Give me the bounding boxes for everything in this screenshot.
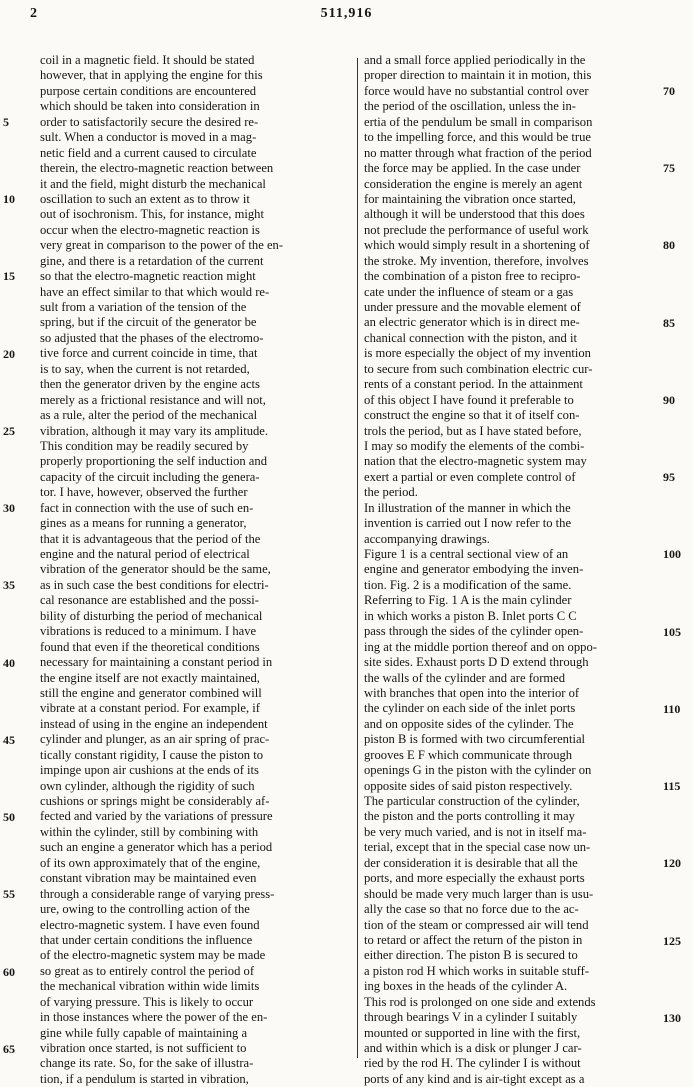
- text-line: the cylinder on each side of the inlet ports: [364, 701, 576, 716]
- text-line: so great as to entirely control the period of: [40, 963, 255, 978]
- text-line: terial, except that in the special case now un-: [364, 840, 591, 855]
- text-line: This condition may be readily secured by: [40, 438, 249, 453]
- text-line: an electric generator which is in direct me-: [364, 315, 580, 330]
- text-line: it and the field, might disturb the mechanical: [40, 176, 266, 191]
- text-line: that it is advantageous that the period of the: [40, 531, 261, 546]
- text-line: within the cylinder, still by combining with: [40, 824, 259, 839]
- text-line: in which works a piston B. Inlet ports C C: [364, 608, 577, 623]
- text-line: sult. When a conductor is moved in a mag-: [40, 130, 257, 145]
- text-line: proper direction to maintain it in motion, this: [364, 68, 592, 83]
- line-number: 45: [3, 732, 15, 747]
- line-number: 110: [663, 701, 681, 716]
- text-line: vibration of the generator should be the same,: [40, 562, 271, 577]
- text-line: the walls of the cylinder and are formed: [364, 670, 566, 685]
- text-line: coil in a magnetic field. It should be stated: [40, 53, 255, 67]
- text-line: cal resonance are established and the possi-: [40, 593, 259, 608]
- text-line: and a small force applied periodically in the: [364, 53, 586, 67]
- text-line: opposite sides of said piston respectively.: [364, 778, 573, 793]
- text-line: impinge upon air cushions at the ends of its: [40, 763, 259, 778]
- text-line: therein, the electro-magnetic reaction between: [40, 161, 274, 176]
- text-line: gine while fully capable of maintaining a: [40, 1025, 248, 1040]
- line-number: 65: [3, 1041, 15, 1056]
- page-number: 2: [30, 6, 37, 21]
- text-line: the period.: [364, 485, 418, 500]
- text-line: chanical connection with the piston, and it: [364, 330, 577, 345]
- text-line: vibrations is reduced to a minimum. I have: [40, 624, 257, 639]
- text-line: as a rule, alter the period of the mechanical: [40, 408, 258, 423]
- text-line: not preclude the performance of useful work: [364, 222, 589, 237]
- text-line: cate under the influence of steam or a gas: [364, 284, 574, 299]
- text-line: tive force and current coincide in time, that: [40, 346, 258, 361]
- text-line: as in such case the best conditions for electri-: [40, 577, 269, 592]
- line-number: 10: [3, 192, 15, 207]
- text-line: tion of the steam or compressed air will tend: [364, 917, 589, 932]
- text-line: to the impelling force, and this would be true: [364, 130, 591, 145]
- text-line: force would have no substantial control over: [364, 83, 589, 98]
- text-line: such an engine a generator which has a period: [40, 840, 273, 855]
- line-number: 115: [663, 779, 681, 794]
- text-line: sult from a variation of the tension of the: [40, 300, 247, 314]
- text-line: der consideration it is desirable that all the: [364, 855, 578, 870]
- text-line: bility of disturbing the period of mechanical: [40, 608, 263, 623]
- text-line: ports of any kind and is air-tight except as a: [364, 1071, 585, 1086]
- text-line: the engine itself are not exactly maintained,: [40, 670, 260, 685]
- text-line: gines as a means for running a generator,: [40, 516, 247, 531]
- text-line: which should be taken into consideration in: [40, 99, 260, 114]
- text-line: ure, owing to the controlling action of the: [40, 902, 250, 917]
- text-line: tor. I have, however, observed the further: [40, 485, 248, 500]
- text-line: the stroke. My invention, therefore, involves: [364, 253, 589, 268]
- text-line: out of isochronism. This, for instance, might: [40, 207, 264, 222]
- text-line: that under certain conditions the influence: [40, 932, 253, 947]
- text-line: engine and the natural period of electrical: [40, 547, 250, 561]
- line-number: 100: [663, 547, 681, 562]
- text-line: fected and varied by the variations of pressure: [40, 809, 273, 824]
- text-line: ally the case so that no force due to the ac-: [364, 902, 579, 917]
- text-line: I may so modify the elements of the combi-: [364, 438, 585, 453]
- text-line: be very much varied, and is not in itself ma-: [364, 824, 587, 839]
- text-line: with branches that open into the interior of: [364, 685, 580, 700]
- text-line: tically constant rigidity, I cause the piston to: [40, 747, 264, 762]
- text-line: in those instances where the power of the en-: [40, 1010, 268, 1025]
- line-number: 60: [3, 964, 15, 979]
- text-line: to secure from such combination electric cur-: [364, 361, 593, 376]
- text-line: electro-magnetic system. I have even found: [40, 917, 260, 932]
- text-line: site sides. Exhaust ports D D extend through: [364, 655, 589, 670]
- text-line: should be made very much larger than is usu-: [364, 886, 594, 901]
- text-line: accompanying drawings.: [364, 531, 490, 546]
- left-text-column: [40, 53, 348, 1087]
- text-line: and within which is a disk or plunger J car-: [364, 1041, 582, 1055]
- text-line: exert a partial or even complete control of: [364, 469, 576, 484]
- text-line: oscillation to such an extent as to throw it: [40, 191, 250, 206]
- text-line: rents of a constant period. In the attainment: [364, 377, 583, 392]
- text-line: invention is carried out I now refer to the: [364, 516, 572, 531]
- line-number: 130: [663, 1010, 681, 1025]
- text-line: which would simply result in a shortening of: [364, 238, 590, 253]
- text-line: purpose certain conditions are encountered: [40, 83, 257, 98]
- column-divider: [357, 58, 358, 1058]
- line-number: 15: [3, 269, 15, 284]
- text-line: of the electro-magnetic system may be made: [40, 948, 266, 963]
- line-number: 95: [663, 470, 675, 485]
- line-number: 75: [663, 161, 675, 176]
- text-line: tion. Fig. 2 is a modification of the same.: [364, 577, 572, 592]
- text-line: ing boxes in the heads of the cylinder A.: [364, 979, 568, 994]
- text-line: for maintaining the vibration once started,: [364, 191, 576, 206]
- line-number: 50: [3, 810, 15, 825]
- text-line: grooves E F which communicate through: [364, 747, 573, 762]
- text-line: so adjusted that the phases of the electromo-: [40, 330, 264, 345]
- text-line: capacity of the circuit including the genera-: [40, 469, 260, 484]
- text-line: trols the period, but as I have stated before,: [364, 423, 582, 438]
- text-line: merely as a frictional resistance and will not,: [40, 392, 266, 407]
- text-line: although it will be understood that this does: [364, 207, 585, 222]
- text-line: the piston and the ports controlling it may: [364, 809, 575, 824]
- text-line: order to satisfactorily secure the desired re-: [40, 114, 259, 129]
- text-line: no matter through what fraction of the period: [364, 145, 592, 160]
- line-number: 55: [3, 887, 15, 902]
- text-line: however, that in applying the engine for this: [40, 68, 263, 83]
- text-line: through a considerable range of varying press-: [40, 886, 275, 901]
- text-line: is to say, when the current is not retarded,: [40, 361, 250, 376]
- text-line: consideration the engine is merely an agent: [364, 176, 583, 191]
- line-number: 80: [663, 238, 675, 253]
- right-text-column: [364, 53, 664, 1087]
- text-line: instead of using in the engine an independent: [40, 716, 268, 731]
- text-line: vibration once started, is not sufficient to: [40, 1041, 247, 1055]
- text-line: cylinder and plunger, as an air spring of prac-: [40, 732, 270, 747]
- text-line: still the engine and generator combined will: [40, 685, 262, 700]
- text-line: to retard or affect the return of the piston in: [364, 932, 583, 947]
- line-number: 90: [663, 392, 675, 407]
- text-line: openings G in the piston with the cylinder on: [364, 763, 592, 778]
- text-line: ertia of the pendulum be small in comparison: [364, 114, 593, 129]
- text-line: so that the electro-magnetic reaction might: [40, 269, 256, 284]
- text-line: constant vibration may be maintained even: [40, 871, 257, 886]
- line-number: 105: [663, 624, 681, 639]
- text-line: through bearings V in a cylinder I suitably: [364, 1010, 578, 1025]
- text-line: found that even if the theoretical conditions: [40, 639, 260, 654]
- text-line: occur when the electro-magnetic reaction is: [40, 222, 260, 237]
- line-number: 85: [663, 315, 675, 330]
- text-line: engine and generator embodying the inven-: [364, 562, 584, 577]
- text-line: fact in connection with the use of such en-: [40, 500, 254, 515]
- text-line: of its own approximately that of the engine,: [40, 855, 261, 870]
- text-line: piston B is formed with two circumferential: [364, 732, 586, 747]
- text-line: mounted or supported in line with the first,: [364, 1025, 581, 1040]
- text-line: construct the engine so that it of itself con-: [364, 408, 580, 423]
- text-line: cushions or springs might be considerably af-: [40, 794, 270, 808]
- line-number: 70: [663, 83, 675, 98]
- text-line: Referring to Fig. 1 A is the main cylinder: [364, 593, 572, 608]
- patent-number: 511,916: [320, 6, 373, 21]
- text-line: then the generator driven by the engine acts: [40, 377, 260, 392]
- line-number: 25: [3, 423, 15, 438]
- text-line: vibrate at a constant period. For example, if: [40, 701, 260, 716]
- text-line: nation that the electro-magnetic system may: [364, 454, 587, 469]
- text-line: the combination of a piston free to recipro-: [364, 269, 581, 284]
- text-line: ried by the rod H. The cylinder I is without: [364, 1056, 581, 1071]
- line-number: 125: [663, 933, 681, 948]
- text-line: ing at the middle portion thereof and on oppo-: [364, 639, 597, 654]
- text-line: and on opposite sides of the cylinder. The: [364, 716, 574, 731]
- text-line: the force may be applied. In the case under: [364, 161, 581, 176]
- text-line: In illustration of the manner in which the: [364, 500, 571, 515]
- text-line: ports, and more especially the exhaust ports: [364, 871, 585, 886]
- text-line: the mechanical vibration within wide limits: [40, 979, 260, 994]
- line-number: 20: [3, 346, 15, 361]
- text-line: necessary for maintaining a constant period in: [40, 655, 273, 670]
- text-line: is more especially the object of my invention: [364, 346, 591, 361]
- text-line: pass through the sides of the cylinder open-: [364, 624, 584, 639]
- text-line: gine, and there is a retardation of the current: [40, 253, 264, 268]
- line-number: 30: [3, 501, 15, 516]
- text-line: Figure 1 is a central sectional view of an: [364, 547, 569, 561]
- line-number: 5: [3, 114, 9, 129]
- text-line: very great in comparison to the power of the en-: [40, 238, 284, 253]
- line-number: 35: [3, 578, 15, 593]
- text-line: the period of the oscillation, unless the in-: [364, 99, 576, 114]
- text-line: This rod is prolonged on one side and extends: [364, 994, 596, 1009]
- text-line: The particular construction of the cylinder,: [364, 794, 580, 808]
- text-line: have an effect similar to that which would re-: [40, 284, 270, 299]
- line-number: 40: [3, 655, 15, 670]
- text-line: tion, if a pendulum is started in vibration,: [40, 1071, 249, 1086]
- line-number: 120: [663, 856, 681, 871]
- text-line: vibration, although it may vary its amplitude.: [40, 423, 269, 438]
- text-line: of varying pressure. This is likely to occur: [40, 994, 254, 1009]
- text-line: change its rate. So, for the sake of illustra-: [40, 1056, 254, 1071]
- text-line: a piston rod H which works in suitable stuff-: [364, 963, 590, 978]
- text-line: either direction. The piston B is secured to: [364, 948, 578, 963]
- text-line: of this object I have found it preferable to: [364, 392, 574, 407]
- text-line: own cylinder, although the rigidity of such: [40, 778, 255, 793]
- text-line: under pressure and the movable element of: [364, 300, 581, 314]
- text-line: spring, but if the circuit of the generator be: [40, 315, 257, 330]
- text-line: properly proportioning the self induction and: [40, 454, 267, 469]
- text-line: netic field and a current caused to circulate: [40, 145, 257, 160]
